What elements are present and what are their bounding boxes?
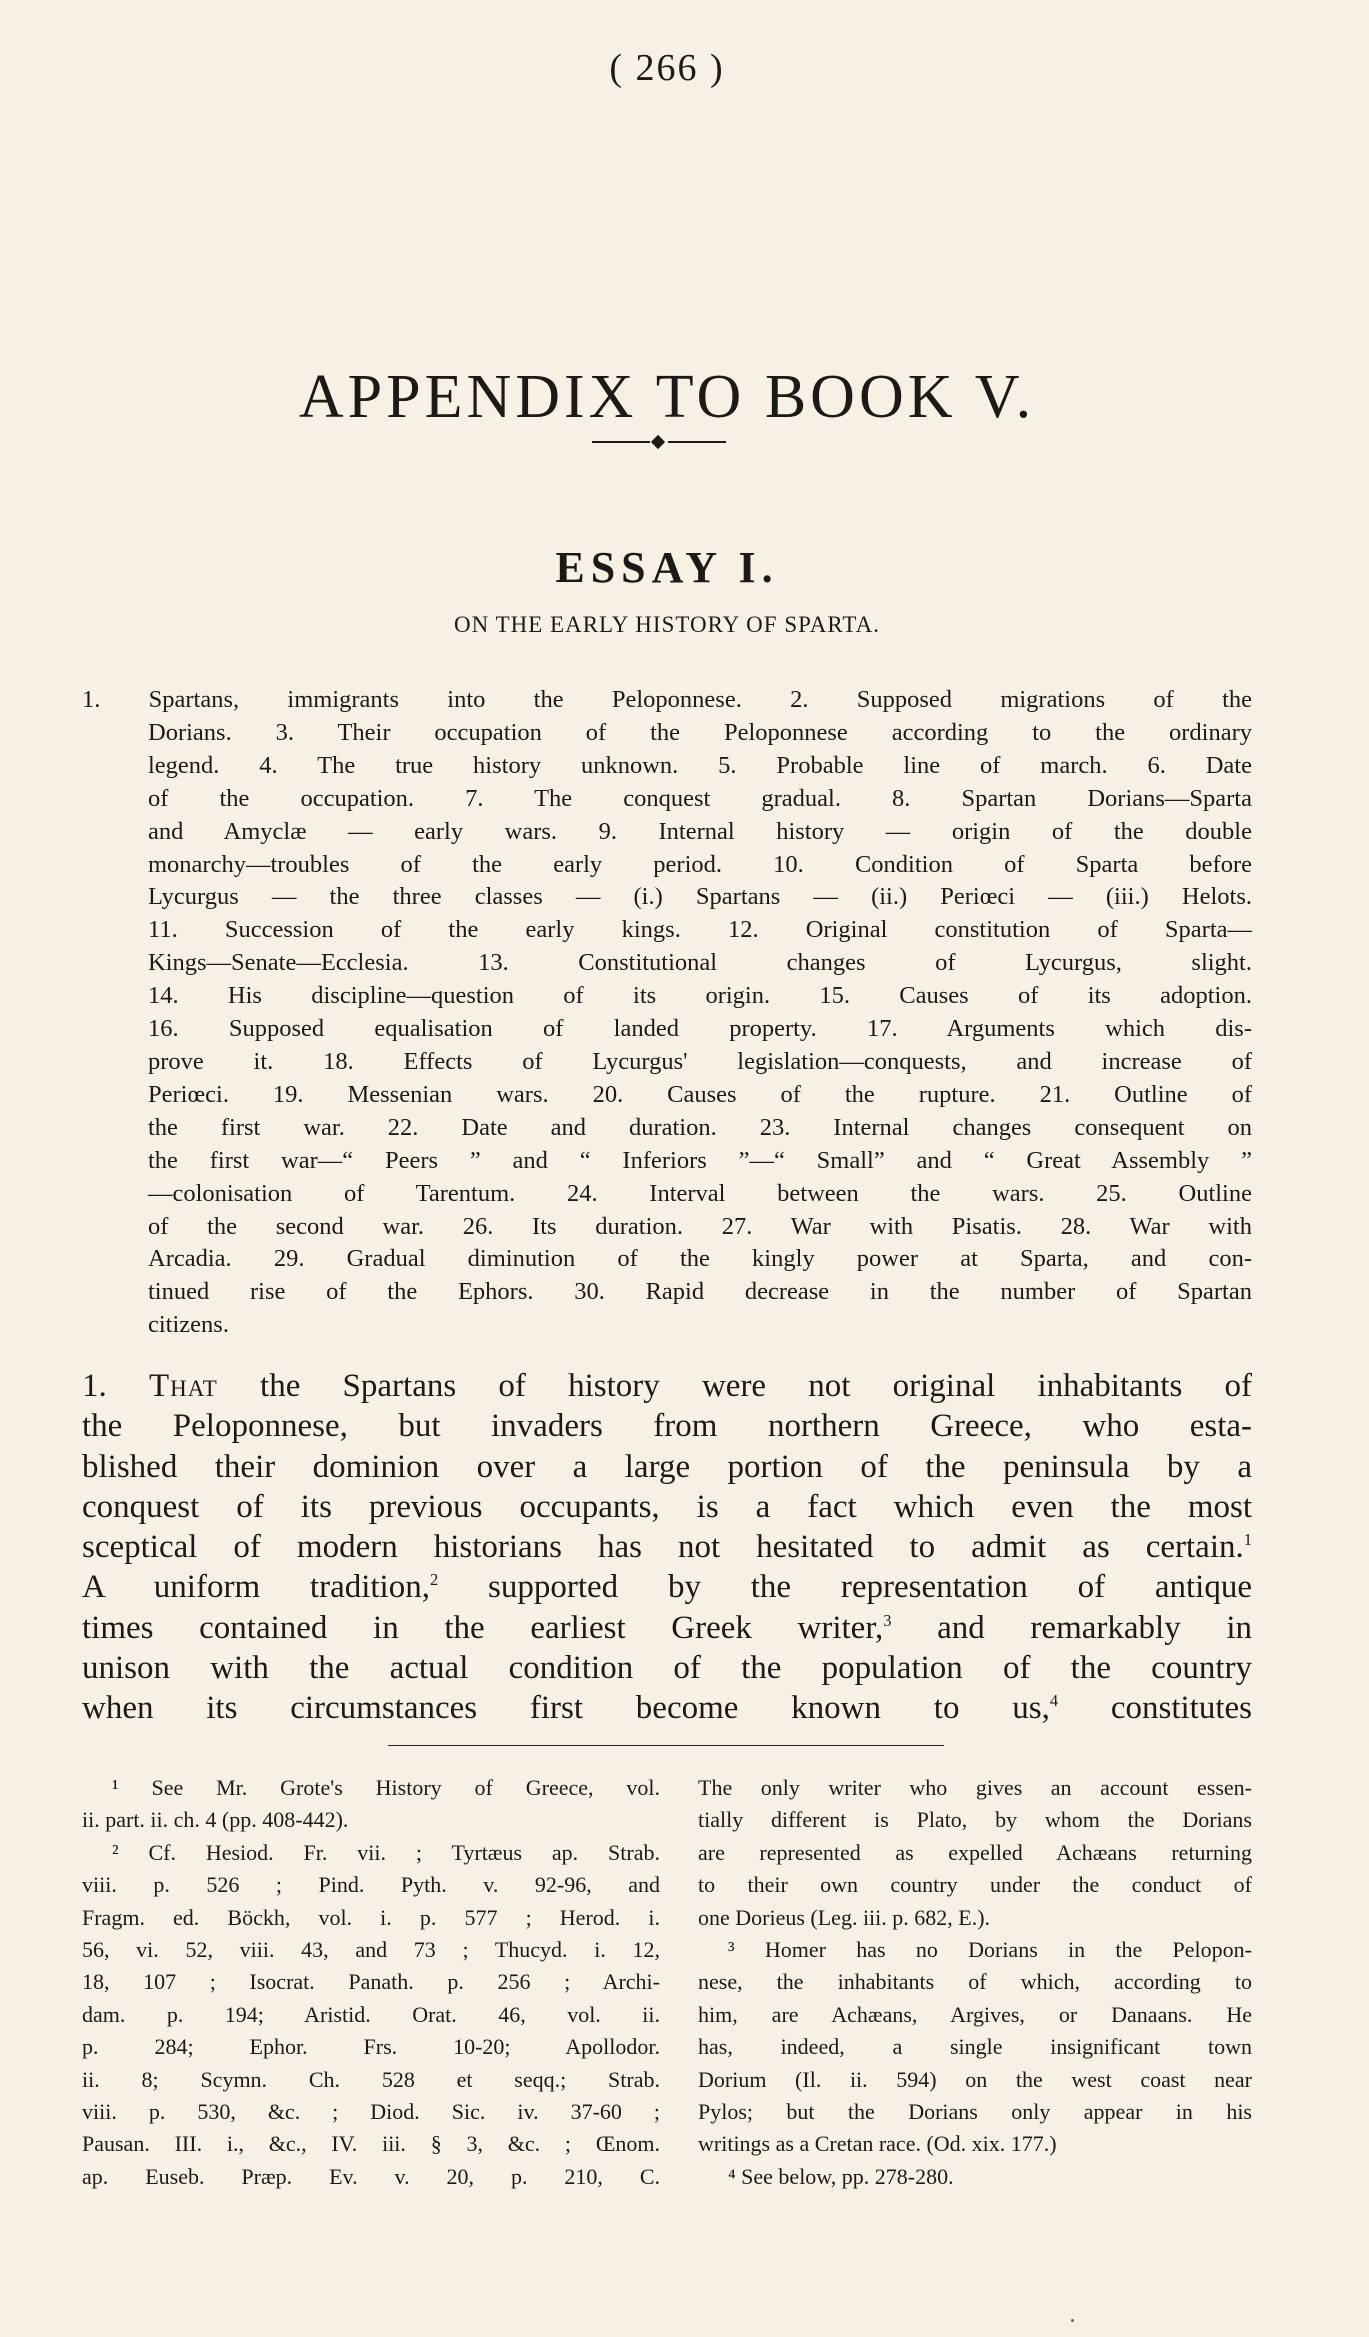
divider-line-left bbox=[592, 441, 650, 443]
page-number: ( 266 ) bbox=[609, 47, 725, 89]
body-line bbox=[82, 1567, 1252, 1607]
footnote-line: Pausan. III. i., &c., IV. iii. § 3, &c. ; Œnom. bbox=[82, 2131, 660, 2157]
footnote-line: ¹ See Mr. Grote's History of Greece, vol. bbox=[112, 1775, 660, 1800]
footnote-line: dam. p. 194; Aristid. Orat. 46, vol. ii. bbox=[82, 2001, 660, 2027]
footnote-line: writings as a Cretan race. (Od. xix. 177.) bbox=[698, 2131, 1057, 2157]
footnote-line: are represented as expelled Achæans returning bbox=[698, 1839, 1252, 1865]
section-number: 1. bbox=[82, 1368, 107, 1404]
body-line bbox=[82, 1608, 1252, 1648]
synopsis-line: Kings—Senate—Ecclesia. 13. Constitutional changes of Lycurgus, slight. bbox=[148, 949, 1252, 977]
footnote-line: viii. p. 530, &c. ; Diod. Sic. iv. 37-60 ; bbox=[82, 2099, 660, 2125]
synopsis-line: Arcadia. 29. Gradual diminution of the kingly power at Sparta, and con- bbox=[148, 1245, 1252, 1273]
body-text-segment: when its circumstances first become known to us, bbox=[82, 1690, 1050, 1727]
essay-title: ESSAY I. bbox=[555, 542, 779, 592]
footnote-line: him, are Achæans, Argives, or Danaans. He bbox=[698, 2001, 1252, 2027]
footnote-line: The only writer who gives an account essen- bbox=[698, 1775, 1252, 1800]
synopsis-line: prove it. 18. Effects of Lycurgus' legislation—conquests, and increase of bbox=[148, 1047, 1252, 1075]
footnote-line: tially different is Plato, by whom the Dorians bbox=[698, 1807, 1252, 1833]
footnote-line: ³ Homer has no Dorians in the Pelopon- bbox=[728, 1937, 1252, 1963]
body-line: unison with the actual condition of the population of the country bbox=[82, 1650, 1252, 1687]
body-line bbox=[82, 1527, 1252, 1567]
synopsis-line: of the occupation. 7. The conquest gradual. 8. Spartan Dorians—Sparta bbox=[148, 784, 1252, 812]
footnote-line: 18, 107 ; Isocrat. Panath. p. 256 ; Archi- bbox=[82, 1969, 660, 1995]
synopsis-line: and Amyclæ — early wars. 9. Internal history — origin of the double bbox=[148, 817, 1252, 845]
chapter-synopsis bbox=[82, 684, 1252, 1342]
footnote-line: ii. part. ii. ch. 4 (pp. 408-442). bbox=[82, 1807, 349, 1833]
synopsis-line: of the second war. 26. Its duration. 27. War with Pisatis. 28. War with bbox=[148, 1212, 1252, 1240]
footnote-line: ² Cf. Hesiod. Fr. vii. ; Tyrtæus ap. Strab. bbox=[112, 1839, 660, 1865]
footnote-line: ⁴ See below, pp. 278-280. bbox=[728, 2163, 954, 2189]
synopsis-line: the first war—“ Peers ” and “ Inferiors ”—“ Small” and “ Great Assembly ” bbox=[148, 1146, 1252, 1174]
book-page bbox=[82, 0, 1252, 2337]
footnote-separator bbox=[388, 1745, 944, 1746]
ornamental-divider bbox=[592, 436, 726, 448]
footnote-line: p. 284; Ephor. Frs. 10-20; Apollodor. bbox=[82, 2034, 660, 2060]
footnote-line: has, indeed, a single insignificant town bbox=[698, 2034, 1252, 2060]
essay-subtitle: ON THE EARLY HISTORY OF SPARTA. bbox=[454, 612, 880, 637]
footnote-line: one Dorieus (Leg. iii. p. 682, E.). bbox=[698, 1904, 991, 1930]
body-text-segment: A uniform tradition, bbox=[82, 1569, 430, 1606]
body-text-segment: supported by the representation of antique bbox=[438, 1569, 1253, 1606]
body-line bbox=[82, 1366, 1252, 1406]
footnote-line: 56, vi. 52, viii. 43, and 73 ; Thucyd. i. 12, bbox=[82, 1937, 660, 1963]
body-text-segment: the Spartans of history were not original inhabitants of bbox=[260, 1368, 1252, 1404]
synopsis-line: 1. Spartans, immigrants into the Peloponnese. 2. Supposed migrations of the bbox=[82, 686, 1252, 713]
synopsis-line: Lycurgus — the three classes — (i.) Spartans — (ii.) Periœci — (iii.) Helots. bbox=[148, 883, 1252, 911]
synopsis-line: 11. Succession of the early kings. 12. Original constitution of Sparta— bbox=[148, 916, 1252, 944]
footnote-ref: 4 bbox=[1049, 1691, 1059, 1711]
synopsis-line: the first war. 22. Date and duration. 23. Internal changes consequent on bbox=[148, 1113, 1252, 1141]
synopsis-line: tinued rise of the Ephors. 30. Rapid decrease in the number of Spartan bbox=[148, 1278, 1252, 1306]
body-line: the Peloponnese, but invaders from northern Greece, who esta- bbox=[82, 1408, 1252, 1445]
footnote-line: nese, the inhabitants of which, according to bbox=[698, 1969, 1252, 1995]
footnote-line: ii. 8; Scymn. Ch. 528 et seqq.; Strab. bbox=[82, 2066, 660, 2092]
footnote-line: Pylos; but the Dorians only appear in his bbox=[698, 2099, 1252, 2125]
body-text-segment: sceptical of modern historians has not hesitated to admit as certain. bbox=[82, 1529, 1244, 1566]
footnote-line: Dorium (Il. ii. 594) on the west coast near bbox=[698, 2066, 1252, 2092]
footnote-line: viii. p. 526 ; Pind. Pyth. v. 92-96, and bbox=[82, 1872, 660, 1898]
synopsis-line: citizens. bbox=[148, 1311, 229, 1339]
divider-diamond bbox=[651, 435, 665, 449]
synopsis-line: 16. Supposed equalisation of landed property. 17. Arguments which dis- bbox=[148, 1015, 1252, 1043]
synopsis-line: 14. His discipline—question of its origin. 15. Causes of its adoption. bbox=[148, 982, 1252, 1010]
footnote-ref: 2 bbox=[429, 1570, 439, 1590]
body-line bbox=[82, 1688, 1252, 1728]
footnote-ref: 3 bbox=[883, 1610, 892, 1630]
body-line: blished their dominion over a large portion of the peninsula by a bbox=[82, 1448, 1252, 1485]
synopsis-line: monarchy—troubles of the early period. 10. Condition of Sparta before bbox=[148, 850, 1252, 878]
synopsis-line: Dorians. 3. Their occupation of the Peloponnese according to the ordinary bbox=[148, 718, 1252, 746]
footnote-line: to their own country under the conduct of bbox=[698, 1872, 1252, 1898]
synopsis-line: Periœci. 19. Messenian wars. 20. Causes of the rupture. 21. Outline of bbox=[148, 1080, 1252, 1108]
footnote-ref: 1 bbox=[1243, 1530, 1252, 1550]
synopsis-line: legend. 4. The true history unknown. 5. Probable line of march. 6. Date bbox=[148, 751, 1252, 779]
footnote-line: ap. Euseb. Præp. Ev. v. 20, p. 210, C. bbox=[82, 2163, 660, 2189]
appendix-title: APPENDIX TO BOOK V. bbox=[298, 362, 1036, 431]
body-paragraph bbox=[82, 1366, 1252, 1729]
synopsis-line: —colonisation of Tarentum. 24. Interval between the wars. 25. Outline bbox=[148, 1179, 1252, 1207]
lead-word: That bbox=[148, 1368, 218, 1404]
footnote-line: Fragm. ed. Böckh, vol. i. p. 577 ; Herod. i. bbox=[82, 1904, 660, 1930]
footnotes-right-column bbox=[698, 1772, 1252, 2193]
body-text-segment: times contained in the earliest Greek writer, bbox=[82, 1609, 884, 1646]
body-text-segment: constitutes bbox=[1058, 1690, 1252, 1727]
footnotes-left-column bbox=[82, 1772, 660, 2193]
divider-line-right bbox=[668, 441, 726, 443]
body-text-segment: and remarkably in bbox=[891, 1609, 1253, 1646]
paper-speck bbox=[1071, 2319, 1074, 2322]
body-line: conquest of its previous occupants, is a fact which even the most bbox=[82, 1488, 1252, 1525]
